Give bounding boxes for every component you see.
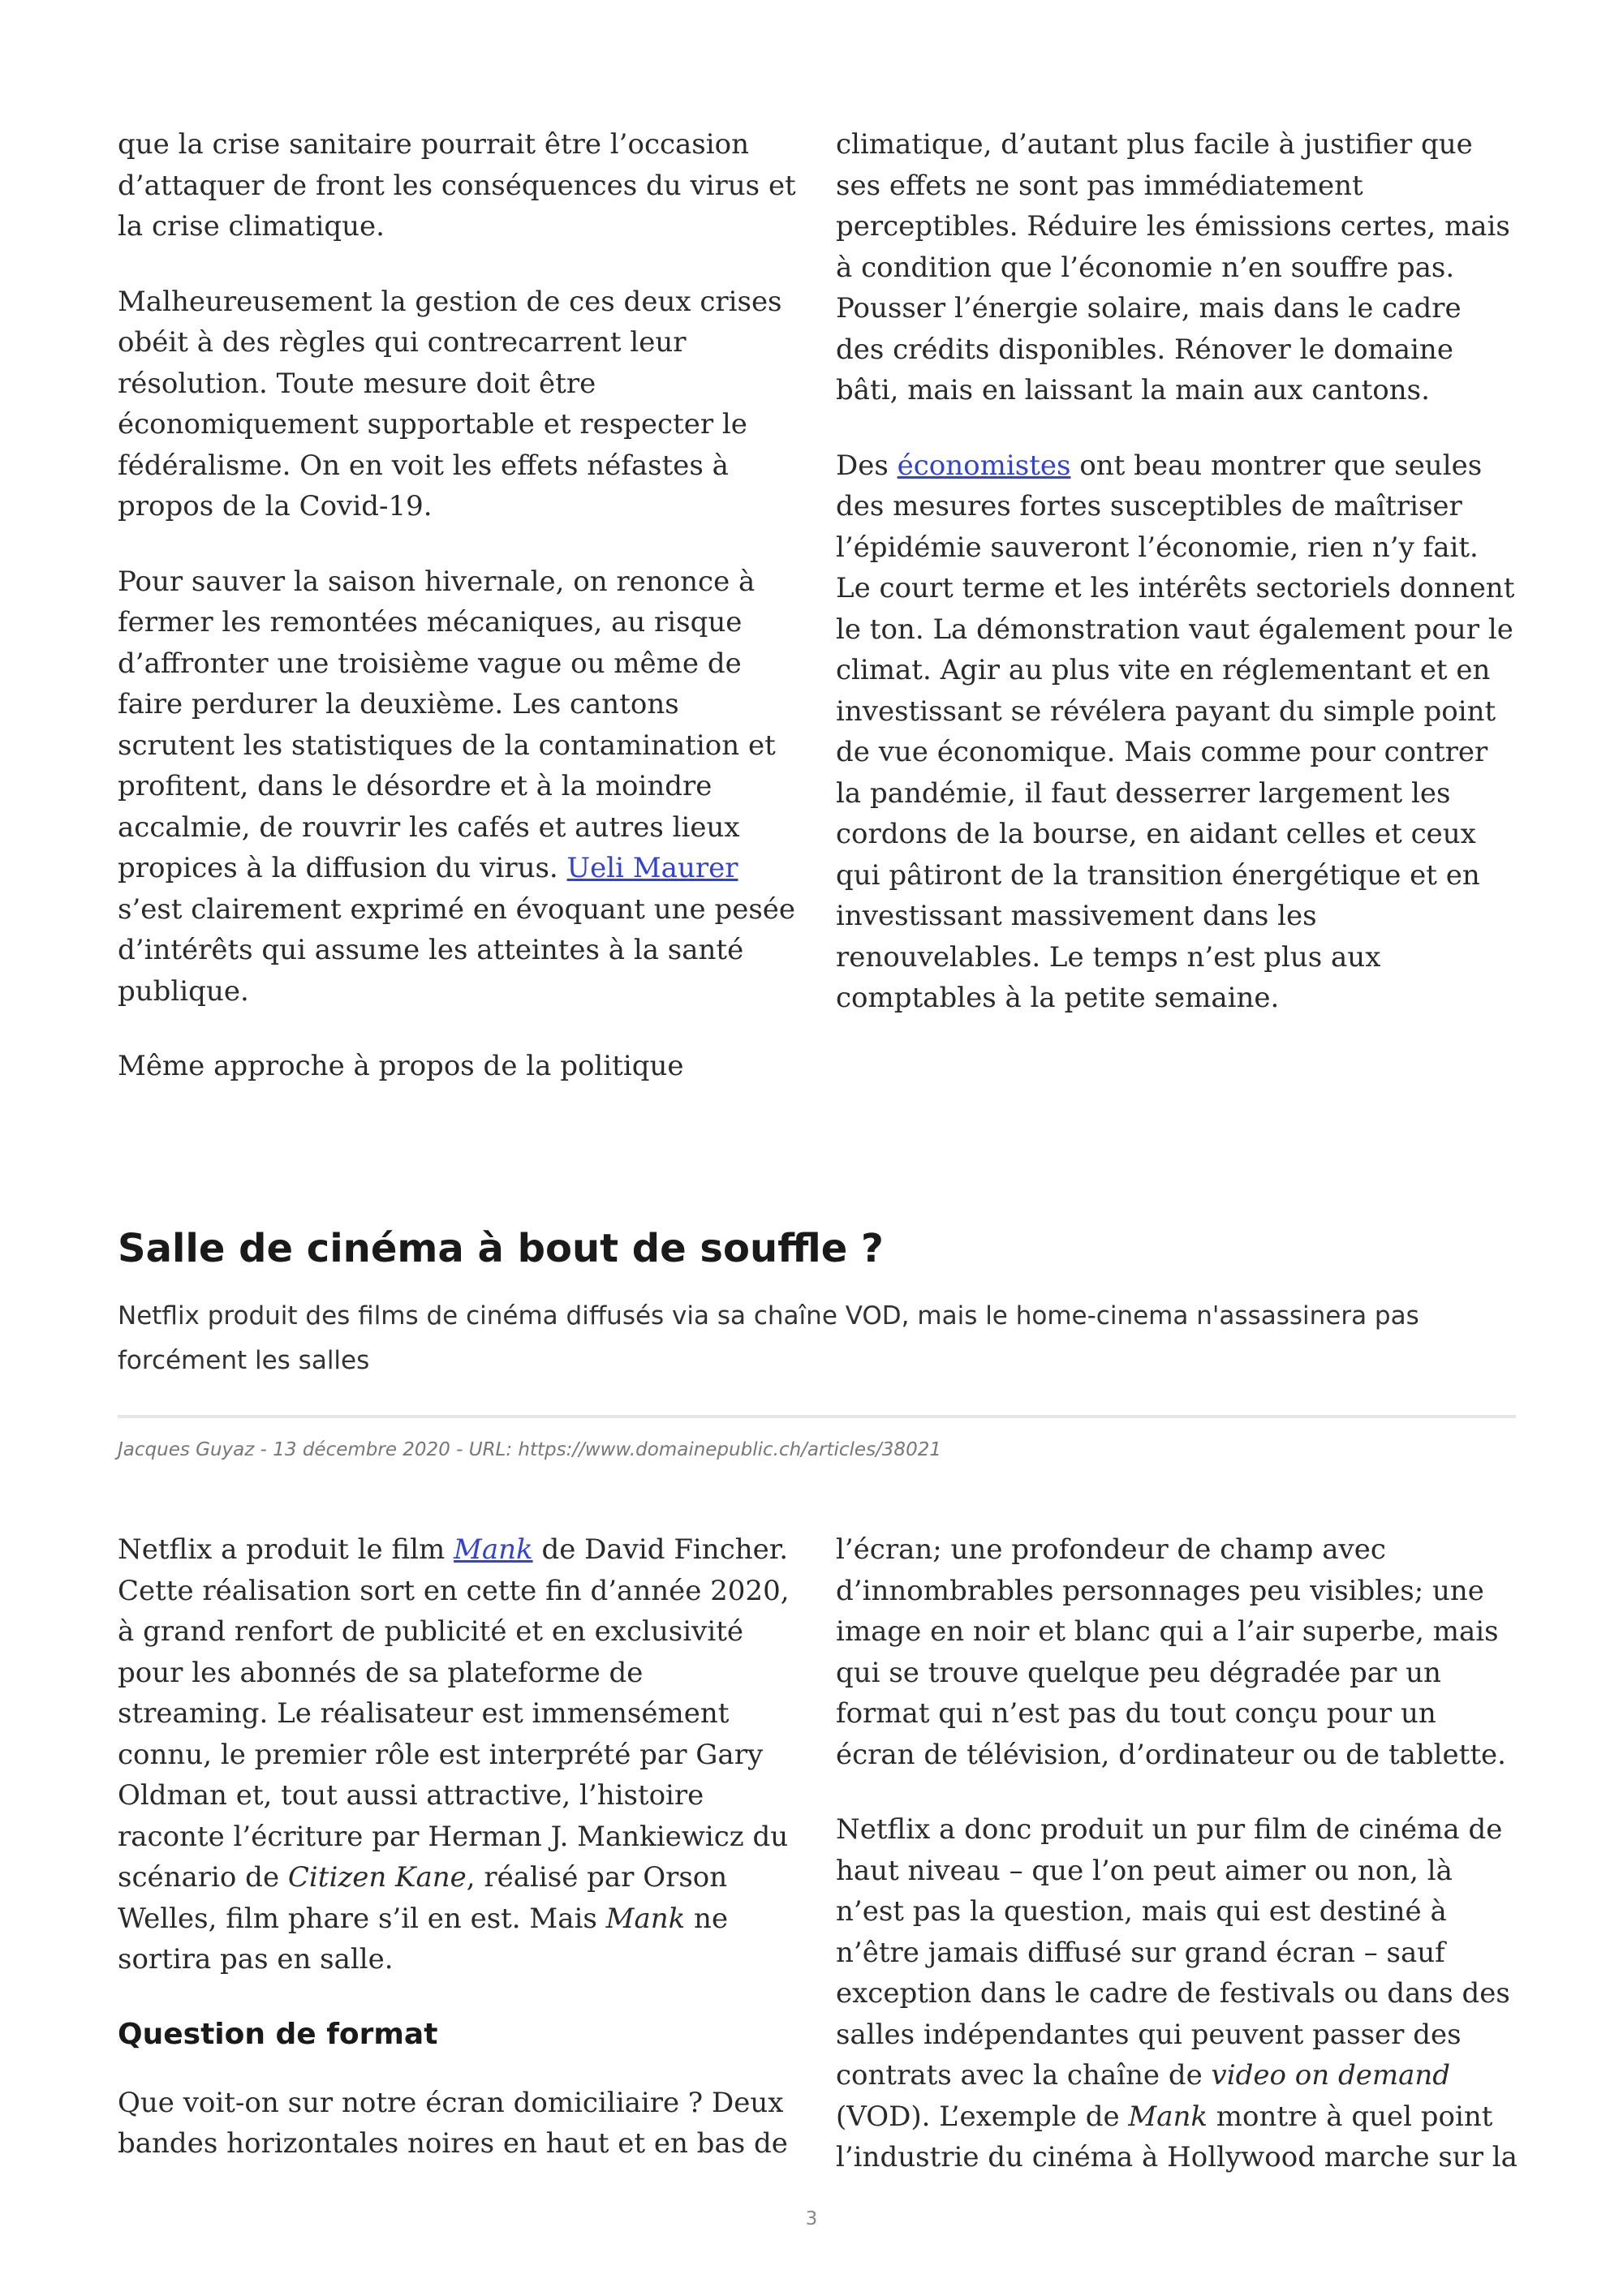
article-right-column — [836, 1529, 1518, 2212]
paragraph-text: Pour sauver la saison hivernale, on renonce à fermer les remontées mécaniques, au risque d’affronter une troisième vague ou même de faire perdurer la deuxième. Les cantons scrutent les statistiques de la contamination et profitent, dans le désordre et à la moindre accalmie, de rouvrir les cafés et autres lieux propices à la diffusion du virus. — [118, 565, 776, 884]
ueli-maurer-link[interactable]: Ueli Maurer — [566, 852, 738, 884]
mank-link-text: Mank — [454, 1533, 533, 1566]
paragraph-text: ont beau montrer que seules des mesures fortes susceptibles de maîtriser l’épidémie sauveront l’économie, rien n’y fait. Le court terme et les intérêts sectoriels donnent le ton. La démonstration vaut également pour le climat. Agir au plus vite en réglementant et en investissant se révélera payant du simple point de vue économique. Mais comme pour contrer la pandémie, il faut desserrer largement les cordons de la bourse, en aidant celles et ceux qui pâtiront de la transition énergétique et en investissant massivement dans les renouvelables. Le temps n’est plus aux comptables à la petite semaine. — [836, 449, 1515, 1014]
article-title: Salle de cinéma à bout de souffle ? — [118, 1226, 884, 1271]
film-title: Mank — [1128, 2100, 1208, 2133]
divider — [118, 1415, 1516, 1418]
paragraph: climatique, d’autant plus facile à justifier que ses effets ne sont pas immédiatement perceptibles. Réduire les émissions certes, mais à condition que l’économie n’en souffre pas. Pousser l’énergie solaire, mais dans le cadre des crédits disponibles. Rénover le domaine bâti, mais en laissant la main aux cantons. — [836, 128, 1510, 406]
paragraph-text: (VOD). L’exemple de — [836, 2100, 1129, 2133]
paragraph-text: montre à quel point l’industrie du cinéma à Hollywood marche sur la — [836, 2100, 1518, 2173]
paragraph: Même approche à propos de la politique — [118, 1050, 684, 1082]
paragraph — [836, 1809, 1518, 2178]
top-left-column — [118, 124, 799, 1121]
paragraph-text: s’est clairement exprimé en évoquant une pesée d’intérêts qui assume les atteintes à la santé publique. — [118, 892, 796, 1008]
paragraph — [118, 1529, 799, 1980]
section-heading: Question de format — [118, 2017, 438, 2051]
economistes-link[interactable]: économistes — [897, 449, 1071, 482]
film-title: Mank — [605, 1902, 686, 1935]
top-right-column — [836, 124, 1518, 1053]
emphasis-text: video on demand — [1211, 2059, 1451, 2092]
article-byline: Jacques Guyaz - 13 décembre 2020 - URL: https://www.domainepublic.ch/articles/38021 — [118, 1439, 941, 1460]
paragraph: que la crise sanitaire pourrait être l’occasion d’attaquer de front les conséquences du virus et la crise climatique. — [118, 128, 796, 243]
paragraph: l’écran; une profondeur de champ avec d’innombrables personnages peu visibles; une image en noir et blanc qui a l’air superbe, mais qui se trouve quelque peu dégradée par un format qui n’est pas du tout conçu pour un écran de télévision, d’ordinateur ou de tablette. — [836, 1533, 1506, 1771]
article-subtitle: Netflix produit des films de cinéma diffusés via sa chaîne VOD, mais le home-cinema n'assassinera pas forcément les salles — [118, 1301, 1419, 1375]
film-title: Citizen Kane — [287, 1861, 467, 1894]
paragraph — [836, 445, 1518, 1019]
paragraph-text: de David Fincher. Cette réalisation sort en cette fin d’année 2020, à grand renfort de publicité et en exclusivité pour les abonnés de sa plateforme de streaming. Le réalisateur est immensément connu, le premier rôle est interprété par Gary Oldman et, tout aussi attractive, l’histoire raconte l’écriture par Herman J. Mankiewicz du scénario de — [118, 1533, 790, 1894]
paragraph-text: ne sortira pas en salle. — [118, 1902, 729, 1976]
page-number: 3 — [805, 2208, 818, 2229]
paragraph-text: Netflix a donc produit un pur film de cinéma de haut niveau – que l’on peut aimer ou non, là n’est pas la question, mais qui est destiné à n’être jamais diffusé sur grand écran – sauf exception dans le cadre de festivals ou dans des salles indépendantes qui peuvent passer des contrats avec la chaîne de — [836, 1813, 1510, 2092]
paragraph: Que voit-on sur notre écran domiciliaire ? Deux bandes horizontales noires en haut et en bas de — [118, 2086, 788, 2160]
paragraph: Malheureusement la gestion de ces deux crises obéit à des règles qui contrecarrent leur résolution. Toute mesure doit être économiquement supportable et respecter le fédéralisme. On en voit les effets néfastes à propos de la Covid-19. — [118, 285, 782, 522]
article-left-column — [118, 1529, 799, 2199]
paragraph-text: Des — [836, 449, 898, 482]
paragraph-text: , réalisé par Orson Welles, film phare s’il en est. Mais — [118, 1861, 728, 1935]
mank-link[interactable] — [454, 1533, 533, 1566]
paragraph-text: Netflix a produit le film — [118, 1533, 454, 1566]
paragraph — [118, 561, 799, 1013]
